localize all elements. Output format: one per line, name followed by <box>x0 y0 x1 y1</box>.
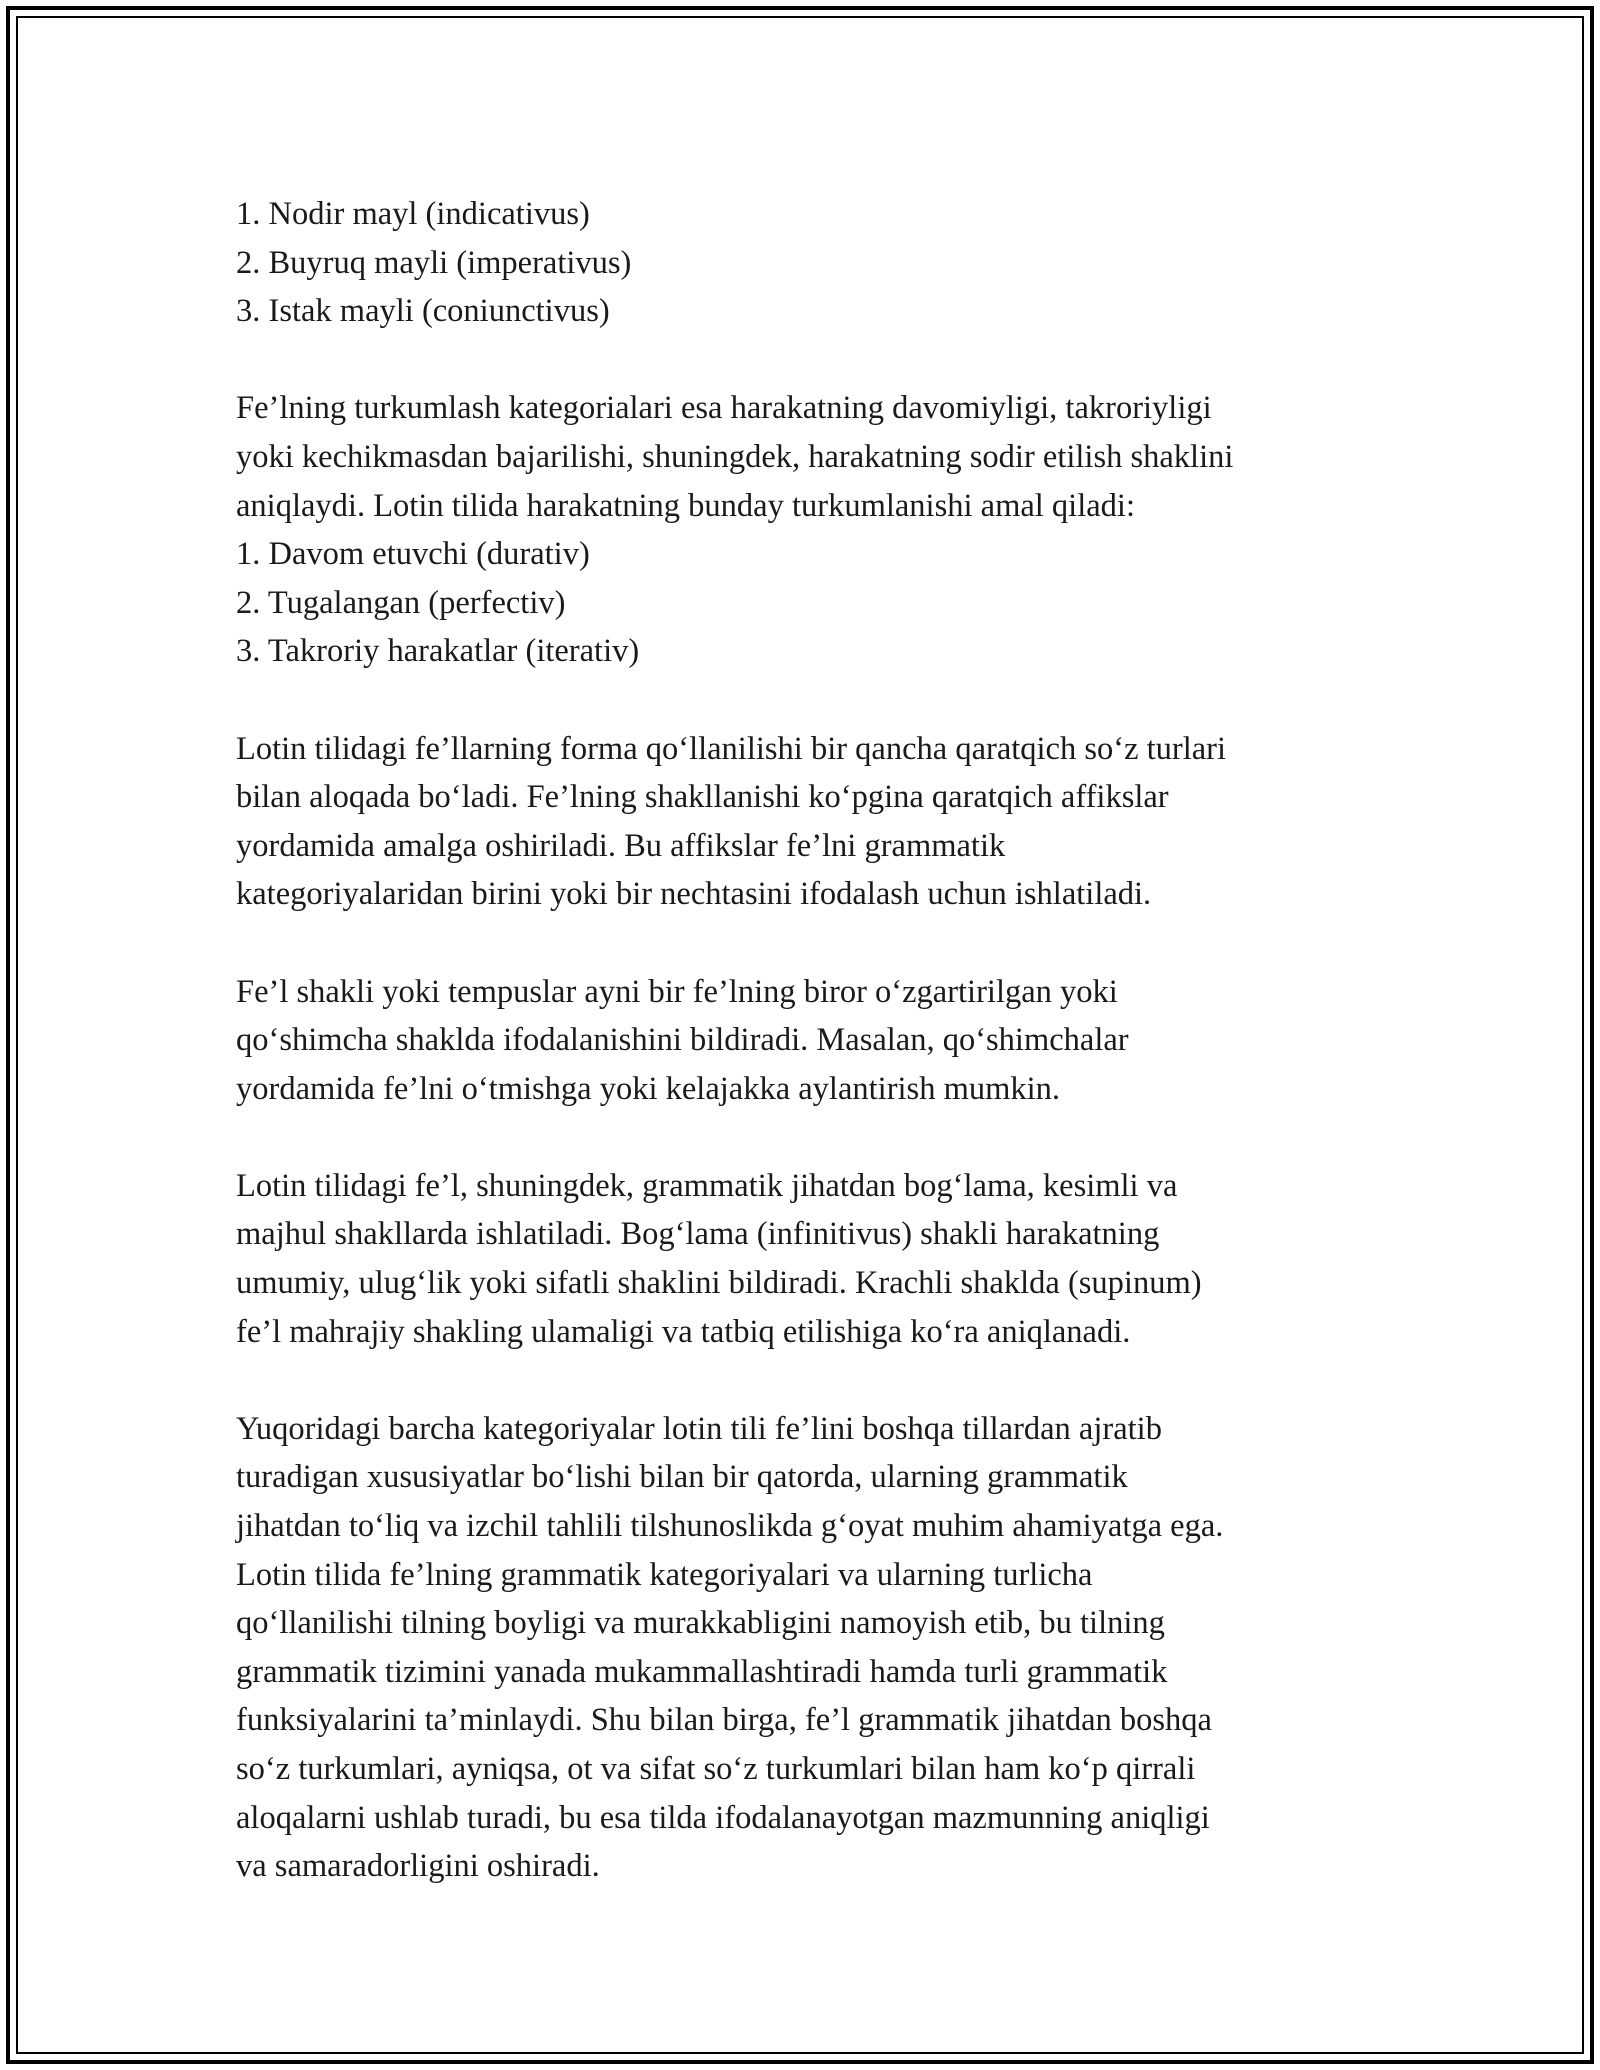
paragraph-line: Fe’l shakli yoki tempuslar ayni bir fe’lning biror o‘zgartirilgan yoki <box>236 973 1118 1010</box>
paragraph-line: Lotin tilida fe’lning grammatik kategoriyalari va ularning turlicha <box>236 1556 1093 1593</box>
paragraph-line: grammatik tizimini yanada mukammallashtiradi hamda turli grammatik <box>236 1653 1168 1690</box>
paragraph-line: jihatdan to‘liq va izchil tahlili tilshunoslikda g‘oyat muhim ahamiyatga ega. <box>236 1508 1224 1545</box>
moods-list <box>236 190 1386 336</box>
paragraph-line: funksiyalarini ta’minlaydi. Shu bilan birga, fe’l grammatik jihatdan boshqa <box>236 1702 1212 1739</box>
paragraph-line: yordamida fe’lni o‘tmishga yoki kelajakka aylantirish mumkin. <box>236 1070 1061 1107</box>
paragraph-line: bilan aloqada bo‘ladi. Fe’lning shakllanishi ko‘pgina qaratqich affikslar <box>236 779 1169 816</box>
paragraph-line: umumiy, ulug‘lik yoki sifatli shaklini bildiradi. Krachli shaklda (supinum) <box>236 1265 1202 1302</box>
paragraph-line: Lotin tilidagi fe’l, shuningdek, grammatik jihatdan bog‘lama, kesimli va <box>236 1167 1178 1204</box>
paragraph-line: kategoriyalaridan birini yoki bir nechtasini ifodalash uchun ishlatiladi. <box>236 876 1152 913</box>
paragraph-line: aniqlaydi. Lotin tilida harakatning bunday turkumlanishi amal qiladi: <box>236 487 1135 524</box>
paragraph-line: fe’l mahrajiy shakling ulamaligi va tatbiq etilishiga ko‘ra aniqlanadi. <box>236 1313 1131 1350</box>
paragraph-infinitive-supine <box>236 1162 1386 1356</box>
list-item: 1. Davom etuvchi (durativ) <box>236 536 590 573</box>
paragraph-line: va samaradorligini oshiradi. <box>236 1848 600 1885</box>
paragraph-line: Lotin tilidagi fe’llarning forma qo‘llanilishi bir qancha qaratqich so‘z turlari <box>236 730 1227 767</box>
list-item: 3. Takroriy harakatlar (iterativ) <box>236 633 640 670</box>
paragraph-line: Fe’lning turkumlash kategorialari esa harakatning davomiyligi, takroriyligi <box>236 390 1212 427</box>
paragraph-aspect-categories <box>236 384 1386 676</box>
paragraph-line: yordamida amalga oshiriladi. Bu affikslar fe’lni grammatik <box>236 827 1006 864</box>
paragraph-line: Yuqoridagi barcha kategoriyalar lotin tili fe’lini boshqa tillardan ajratib <box>236 1410 1162 1447</box>
list-item: 1. Nodir mayl (indicativus) <box>236 196 590 232</box>
paragraph-tenses <box>236 968 1386 1114</box>
paragraph-line: qo‘llanilishi tilning boyligi va murakkabligini namoyish etib, bu tilning <box>236 1605 1165 1642</box>
list-item: 3. Istak mayli (coniunctivus) <box>236 293 610 330</box>
paragraph-line: turadigan xususiyatlar bo‘lishi bilan bir qatorda, ularning grammatik <box>236 1459 1128 1496</box>
paragraph-line: yoki kechikmasdan bajarilishi, shuningdek, harakatning sodir etilish shaklini <box>236 438 1234 475</box>
paragraph-line: so‘z turkumlari, ayniqsa, ot va sifat so‘z turkumlari bilan ham ko‘p qirrali <box>236 1751 1196 1787</box>
document-body <box>236 190 1386 1939</box>
paragraph-line: aloqalarni ushlab turadi, bu esa tilda ifodalanayotgan mazmunning aniqligi <box>236 1799 1210 1836</box>
paragraph-line: qo‘shimcha shaklda ifodalanishini bildiradi. Masalan, qo‘shimchalar <box>236 1022 1129 1059</box>
list-item: 2. Tugalangan (perfectiv) <box>236 584 566 621</box>
paragraph-conclusion <box>236 1405 1386 1891</box>
paragraph-verb-forms <box>236 725 1386 919</box>
list-item: 2. Buyruq mayli (imperativus) <box>236 244 632 281</box>
paragraph-line: majhul shakllarda ishlatiladi. Bog‘lama (infinitivus) shakli harakatning <box>236 1216 1160 1253</box>
